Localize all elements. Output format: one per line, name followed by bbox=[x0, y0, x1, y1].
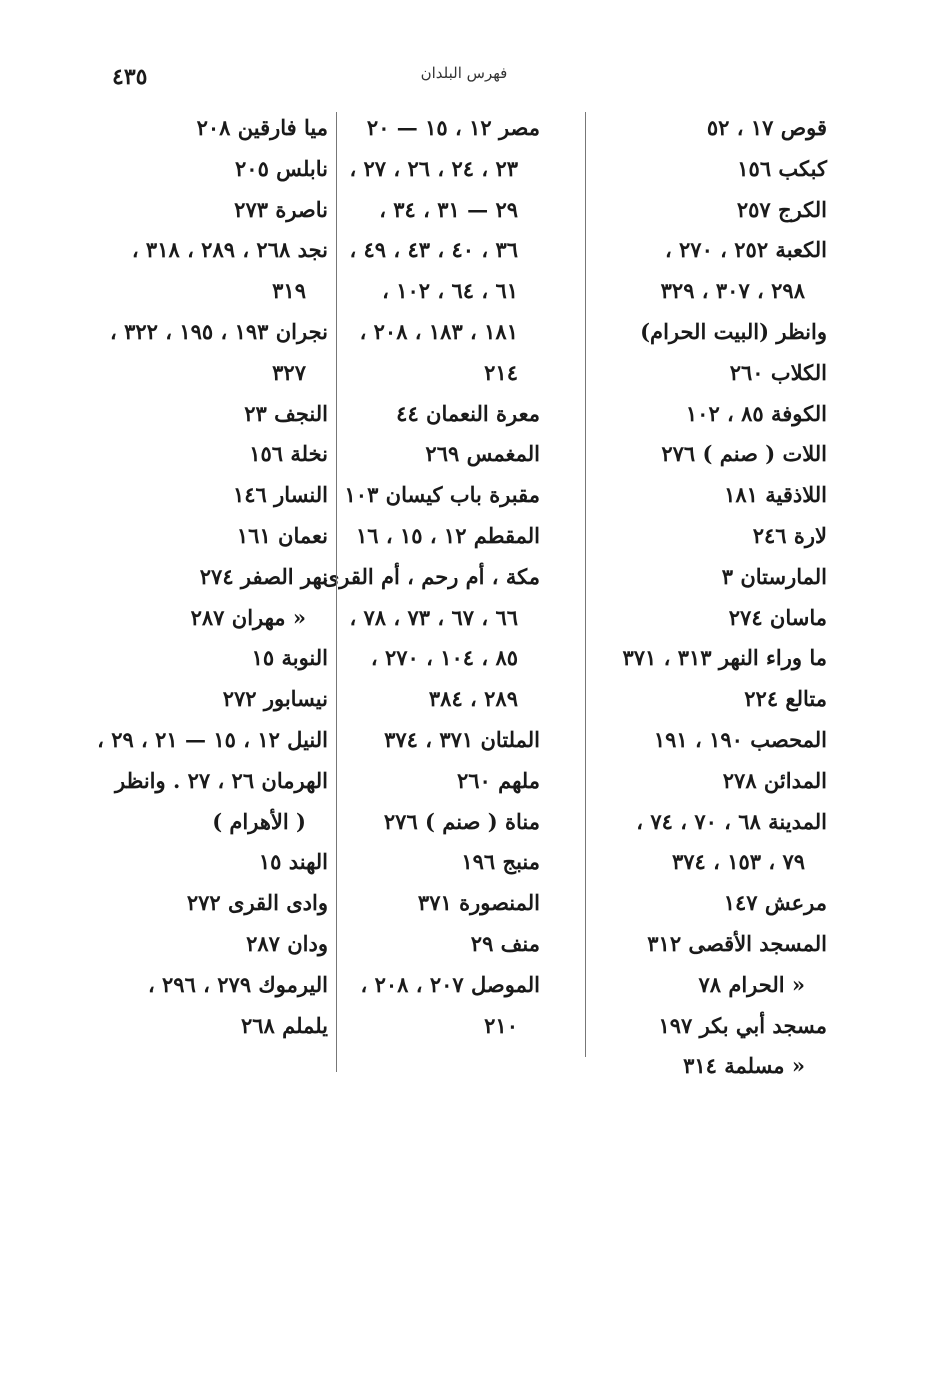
index-entry: المقطم ١٢ ، ١٥ ، ١٦ bbox=[355, 522, 540, 548]
index-entry: ملهم ٢٦٠ bbox=[456, 767, 540, 793]
index-column-middle bbox=[322, 108, 540, 1046]
index-entry: متالع ٢٢٤ bbox=[744, 686, 827, 712]
index-entry: ٣٦ ، ٤٠ ، ٤٣ ، ٤٩ ، bbox=[349, 237, 518, 263]
index-entry: ( الأهرام ) bbox=[212, 808, 306, 834]
index-entry: الموصل ٢٠٧ ، ٢٠٨ ، bbox=[360, 971, 540, 997]
index-entry: ٢١٠ bbox=[484, 1012, 518, 1038]
index-entry: ٢١٤ bbox=[484, 359, 518, 385]
index-entry: وادى القرى ٢٧٢ bbox=[186, 890, 328, 916]
index-entry: منف ٢٩ bbox=[470, 930, 540, 956]
running-head: فهرس البلدان bbox=[420, 64, 508, 82]
index-entry: ٢٩ — ٣١ ، ٣٤ ، bbox=[379, 196, 518, 222]
index-entry: لارة ٢٤٦ bbox=[752, 522, 827, 548]
index-entry: مقبرة باب كيسان ١٠٣ bbox=[344, 482, 540, 508]
index-entry: المدينة ٦٨ ، ٧٠ ، ٧٤ ، bbox=[636, 808, 827, 834]
index-entry: المغمس ٢٦٩ bbox=[425, 441, 540, 467]
index-entry: مكة ، أم رحم ، أم القرى bbox=[322, 563, 540, 589]
index-entry: مرعش ١٤٧ bbox=[723, 890, 827, 916]
index-entry: مناة ( صنم ) ٢٧٦ bbox=[383, 808, 540, 834]
index-entry: ميا فارقين ٢٠٨ bbox=[196, 115, 328, 140]
index-entry: ٣٢٧ bbox=[272, 359, 306, 385]
index-entry: معرة النعمان ٤٤ bbox=[396, 400, 540, 426]
index-entry: اللاذقية ١٨١ bbox=[724, 482, 827, 508]
index-entry: ناصرة ٢٧٣ bbox=[234, 196, 328, 222]
index-entry: نهر الصفر ٢٧٤ bbox=[199, 563, 328, 589]
index-entry: يلملم ٢٦٨ bbox=[240, 1012, 328, 1038]
index-entry: المنصورة ٣٧١ bbox=[417, 890, 540, 916]
index-column-left bbox=[96, 108, 328, 1046]
index-entry: الكعبة ٢٥٢ ، ٢٧٠ ، bbox=[664, 237, 827, 263]
index-entry: ٢٨٩ ، ٣٨٤ bbox=[428, 686, 518, 712]
index-entry: المحصب ١٩٠ ، ١٩١ bbox=[653, 726, 827, 752]
index-entry: الكرج ٢٥٧ bbox=[736, 196, 827, 222]
index-entry: النسار ١٤٦ bbox=[233, 482, 328, 508]
index-entry: ماسان ٢٧٤ bbox=[728, 604, 827, 630]
index-entry: ٢٣ ، ٢٤ ، ٢٦ ، ٢٧ ، bbox=[349, 155, 518, 181]
index-entry: ودان ٢٨٧ bbox=[246, 930, 328, 956]
index-entry: ٦٦ ، ٦٧ ، ٧٣ ، ٧٨ ، bbox=[349, 604, 518, 630]
index-entry: نجران ١٩٣ ، ١٩٥ ، ٣٢٢ ، bbox=[110, 318, 328, 344]
index-entry: المارستان ٣ bbox=[721, 563, 827, 589]
index-entry: الهرمان ٢٦ ، ٢٧ . وانظر bbox=[115, 767, 328, 793]
index-entry: نخلة ١٥٦ bbox=[249, 441, 328, 467]
index-entry: النجف ٢٣ bbox=[244, 400, 328, 426]
index-entry: قوص ١٧ ، ٥٢ bbox=[706, 115, 827, 140]
index-entry: الهند ١٥ bbox=[258, 849, 328, 875]
index-entry: نيسابور ٢٧٢ bbox=[222, 686, 328, 712]
index-entry: نابلس ٢٠٥ bbox=[235, 155, 328, 181]
index-entry: كبكب ١٥٦ bbox=[737, 155, 827, 181]
index-entry: « الحرام ٧٨ bbox=[698, 971, 805, 997]
index-entry: « مسلمة ٣١٤ bbox=[683, 1053, 805, 1079]
index-entry: النيل ١٢ ، ١٥ — ٢١ ، ٢٩ ، bbox=[97, 726, 328, 752]
index-entry: نعمان ١٦١ bbox=[236, 522, 328, 548]
index-entry: اللات ( صنم ) ٢٧٦ bbox=[661, 441, 827, 467]
index-entry: مصر ١٢ ، ١٥ — ٢٠ bbox=[366, 115, 540, 140]
index-entry: ٢٩٨ ، ٣٠٧ ، ٣٢٩ bbox=[660, 278, 805, 304]
index-entry: ١٨١ ، ١٨٣ ، ٢٠٨ ، bbox=[359, 318, 518, 344]
index-entry: منبج ١٩٦ bbox=[461, 849, 540, 875]
index-entry: ٦١ ، ٦٤ ، ١٠٢ ، bbox=[382, 278, 518, 304]
index-entry: اليرموك ٢٧٩ ، ٢٩٦ ، bbox=[147, 971, 328, 997]
page-number: ٤٣٥ bbox=[112, 64, 148, 90]
index-entry: ٧٩ ، ١٥٣ ، ٣٧٤ bbox=[671, 849, 805, 875]
index-entry: الملتان ٣٧١ ، ٣٧٤ bbox=[384, 726, 540, 752]
index-entry: النوبة ١٥ bbox=[251, 645, 328, 671]
index-entry: ٨٥ ، ١٠٤ ، ٢٧٠ ، bbox=[370, 645, 518, 671]
index-entry: نجد ٢٦٨ ، ٢٨٩ ، ٣١٨ ، bbox=[131, 237, 328, 263]
index-entry: ٣١٩ bbox=[272, 278, 306, 304]
index-entry: « مهران ٢٨٧ bbox=[190, 604, 306, 630]
index-entry: وانظر (البيت الحرام) bbox=[640, 318, 827, 344]
index-entry: المدائن ٢٧٨ bbox=[722, 767, 827, 793]
index-entry: مسجد أبي بكر ١٩٧ bbox=[658, 1012, 827, 1038]
index-entry: ما وراء النهر ٣١٣ ، ٣٧١ bbox=[622, 645, 827, 671]
index-entry: المسجد الأقصى ٣١٢ bbox=[647, 930, 827, 956]
index-entry: الكوفة ٨٥ ، ١٠٢ bbox=[685, 400, 827, 426]
column-divider bbox=[336, 112, 337, 1072]
index-entry: الكلاب ٢٦٠ bbox=[729, 359, 827, 385]
column-divider bbox=[585, 112, 586, 1057]
index-column-right bbox=[585, 108, 827, 1087]
